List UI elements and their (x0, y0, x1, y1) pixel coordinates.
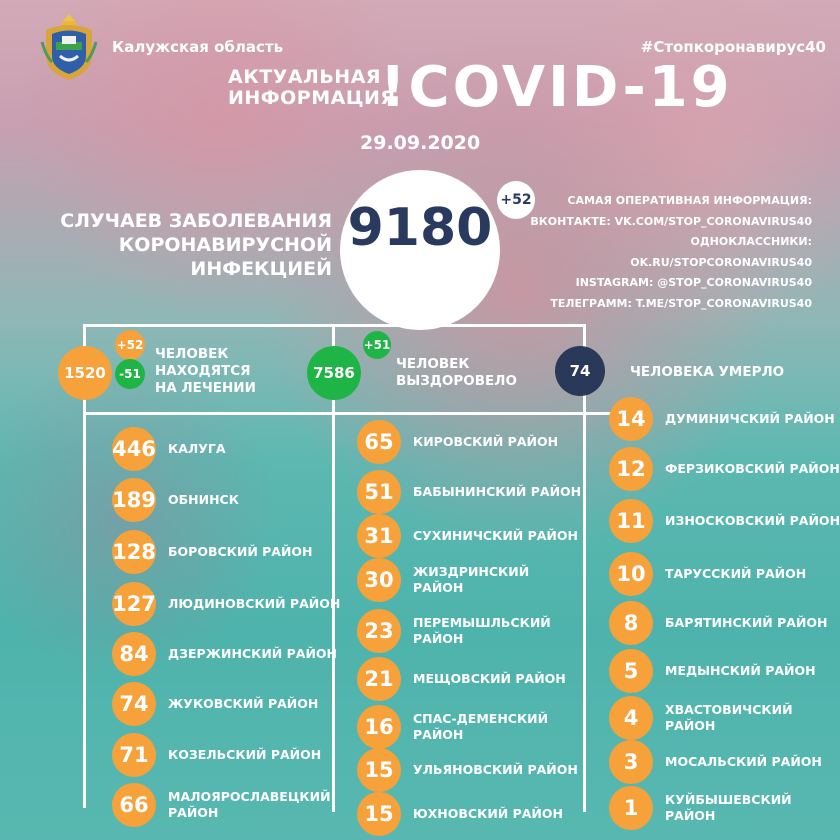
district-count: 3 (609, 740, 653, 784)
district-name: ИЗНОСКОВСКИЙ РАЙОН (665, 513, 840, 528)
district-name: ОБНИНСК (168, 492, 239, 507)
region-name: Калужская область (112, 38, 284, 56)
district-name: СПАС-ДЕМЕНСКИЙ РАЙОН (413, 711, 549, 742)
district-name: КОЗЕЛЬСКИЙ РАЙОН (168, 747, 322, 762)
district-name: КУЙБЫШЕВСКИЙ РАЙОН (665, 792, 792, 823)
district-item (609, 649, 840, 693)
district-item (609, 447, 840, 491)
district-name: ДУМИНИЧСКИЙ РАЙОН (665, 411, 835, 426)
treatment-minus: -51 (115, 359, 145, 389)
title-covid: !COVID-19 (380, 55, 733, 120)
district-item (357, 609, 583, 653)
died-label: ЧЕЛОВЕКА УМЕРЛО (630, 364, 785, 380)
info-instagram: INSTAGRAM: @STOP_CORONAVIRUS40 (575, 276, 812, 289)
tree-line (83, 412, 86, 808)
district-count: 14 (609, 397, 653, 441)
district-count: 71 (112, 733, 156, 777)
district-item (112, 733, 348, 777)
district-name: МАЛОЯРОСЛАВЕЦКИЙ РАЙОН (168, 789, 331, 820)
district-name: КАЛУГА (168, 441, 226, 456)
info-block (522, 191, 812, 314)
district-item (609, 740, 840, 784)
district-count: 11 (609, 499, 653, 543)
district-count: 5 (609, 649, 653, 693)
tree-line (583, 412, 586, 812)
district-count: 189 (112, 478, 156, 522)
district-item (357, 420, 583, 464)
district-count: 31 (357, 514, 401, 558)
district-name: УЛЬЯНОВСКИЙ РАЙОН (413, 762, 578, 777)
treatment-circle: 1520 (58, 346, 112, 400)
died-circle: 74 (555, 346, 605, 396)
district-item (112, 427, 348, 471)
recovered-plus: +51 (363, 331, 391, 359)
district-count: 51 (357, 470, 401, 514)
district-count: 30 (357, 558, 401, 602)
total-cases-delta: +52 (497, 181, 535, 219)
district-name: ФЕРЗИКОВСКИЙ РАЙОН (665, 461, 840, 476)
treatment-label: ЧЕЛОВЕК НАХОДЯТСЯ НА ЛЕЧЕНИИ (155, 346, 256, 396)
district-item (609, 601, 840, 645)
district-count: 65 (357, 420, 401, 464)
district-name: ЮХНОВСКИЙ РАЙОН (413, 806, 563, 821)
district-count: 21 (357, 657, 401, 701)
cases-label: СЛУЧАЕВ ЗАБОЛЕВАНИЯ КОРОНАВИРУСНОЙ ИНФЕКЦИЕЙ (60, 210, 332, 280)
district-name: ХВАСТОВИЧСКИЙ РАЙОН (665, 702, 793, 733)
total-cases-value: 9180 (347, 198, 493, 258)
district-count: 446 (112, 427, 156, 471)
district-item (609, 552, 840, 596)
district-name: ПЕРЕМЫШЛЬСКИЙ РАЙОН (413, 615, 551, 646)
recovered-label: ЧЕЛОВЕК ВЫЗДОРОВЕЛО (396, 356, 517, 389)
district-item (357, 792, 583, 836)
district-item (357, 470, 583, 514)
report-date: 29.09.2020 (360, 132, 481, 154)
title-small: АКТУАЛЬНАЯ ИНФОРМАЦИЯ (228, 66, 396, 109)
district-item (357, 514, 583, 558)
district-item (112, 582, 348, 626)
district-name: БАБЫНИНСКИЙ РАЙОН (413, 484, 582, 499)
hashtag: #Стопкоронавирус40 (640, 38, 826, 56)
district-item (112, 682, 348, 726)
district-name: КИРОВСКИЙ РАЙОН (413, 434, 559, 449)
district-count: 12 (609, 447, 653, 491)
treatment-plus: +52 (115, 330, 145, 360)
district-count: 128 (112, 530, 156, 574)
district-name: ДЗЕРЖИНСКИЙ РАЙОН (168, 646, 337, 661)
district-name: МОСАЛЬСКИЙ РАЙОН (665, 754, 822, 769)
district-count: 4 (609, 696, 653, 740)
district-name: ЖИЗДРИНСКИЙ РАЙОН (413, 564, 530, 595)
district-count: 10 (609, 552, 653, 596)
recovered-circle: 7586 (307, 346, 361, 400)
info-telegram: ТЕЛЕГРАММ: T.ME/STOP_CORONAVIRUS40 (550, 296, 812, 310)
district-name: ЛЮДИНОВСКИЙ РАЙОН (168, 596, 341, 611)
district-name: ТАРУССКИЙ РАЙОН (665, 566, 807, 581)
district-count: 8 (609, 601, 653, 645)
district-name: МЕДЫНСКИЙ РАЙОН (665, 663, 816, 678)
district-count: 127 (112, 582, 156, 626)
district-count: 15 (357, 792, 401, 836)
district-count: 15 (357, 748, 401, 792)
coat-of-arms-icon (40, 12, 98, 82)
district-item (357, 657, 583, 701)
district-item (112, 632, 348, 676)
district-item (609, 786, 840, 830)
district-count: 1 (609, 786, 653, 830)
district-name: СУХИНИЧСКИЙ РАЙОН (413, 528, 578, 543)
district-item (609, 499, 840, 543)
district-name: БАРЯТИНСКИЙ РАЙОН (665, 615, 828, 630)
district-item (112, 783, 348, 827)
info-vk: ВКОНТАКТЕ: VK.COM/STOP_CORONAVIRUS40 (530, 214, 812, 228)
district-item (357, 558, 583, 602)
district-count: 66 (112, 783, 156, 827)
district-item (609, 397, 840, 441)
district-count: 74 (112, 682, 156, 726)
district-item (609, 696, 840, 740)
district-count: 16 (357, 705, 401, 749)
district-item (357, 748, 583, 792)
info-title: САМАЯ ОПЕРАТИВНАЯ ИНФОРМАЦИЯ: (567, 194, 812, 207)
district-count: 84 (112, 632, 156, 676)
district-name: ЖУКОВСКИЙ РАЙОН (168, 696, 319, 711)
district-count: 23 (357, 609, 401, 653)
tree-line (83, 412, 613, 415)
district-item (112, 478, 348, 522)
district-item (112, 530, 348, 574)
district-name: МЕЩОВСКИЙ РАЙОН (413, 671, 566, 686)
district-item (357, 705, 583, 749)
district-name: БОРОВСКИЙ РАЙОН (168, 544, 313, 559)
info-ok: ОДНОКЛАССНИКИ: OK.RU/STOPCORONAVIRUS40 (630, 235, 812, 269)
